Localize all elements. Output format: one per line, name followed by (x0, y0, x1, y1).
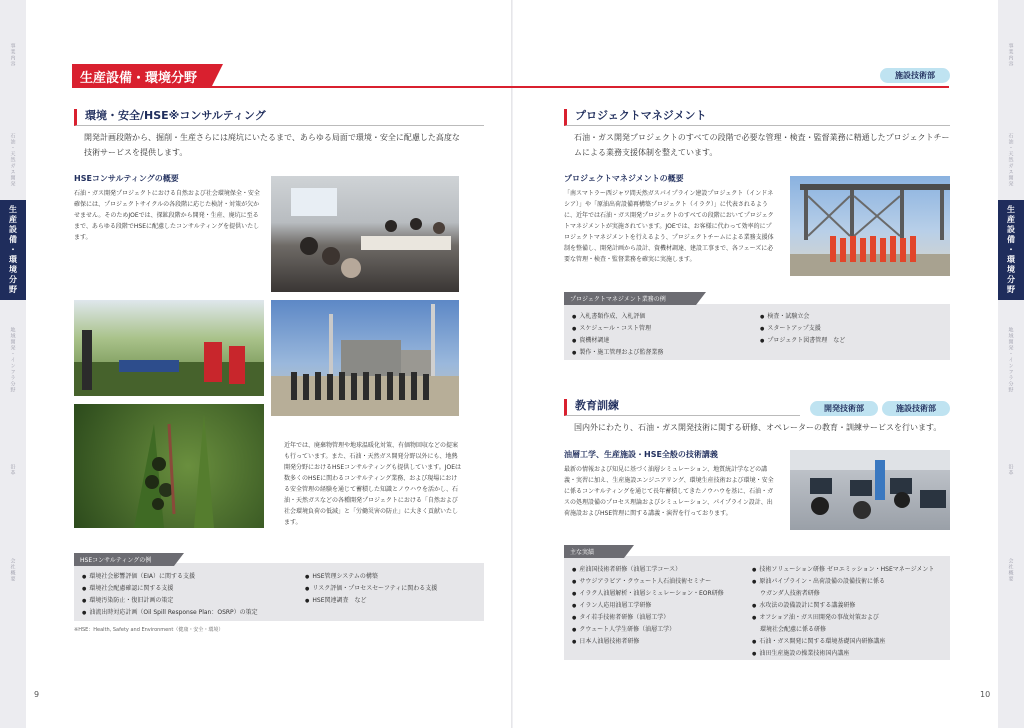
hse-footnote: ※HSE：Health, Safety and Environment（健康・安全・環境） (74, 627, 224, 633)
edu-subtitle: 油層工学、生産施設・HSE全般の技術講義 (564, 450, 718, 459)
pm-list-item: ● スタートアップ支援 (760, 323, 821, 332)
side-tab-label: 生産設備・環境分野 (8, 205, 18, 295)
side-tab[interactable] (998, 440, 1024, 500)
edu-list-item: ● 原油パイプライン・出荷設備の設備技術に係る (752, 576, 885, 585)
pm-lead: 石油・ガス開発プロジェクトのすべての段階で必要な管理・検査・監督業務に精通したプロジェクトチームによる業務支援体制を整えています。 (574, 133, 950, 157)
hse-list-item: ● 環境汚染防止・復旧計画の策定 (82, 595, 173, 604)
side-tab-label: 石油・天然ガス開発 (1007, 133, 1014, 187)
pm-body: 「南スマトラー西ジャワ間天然ガスパイプライン建設プロジェクト（インドネシア）」や「原油出荷設備再構築プロジェクト（イラク）」に代表されるように、近年では石油・ガス開発プロジェクトのすべての段階においてプロジェクトマネジメントが実施されています。JOEでは、お客様に代わって効率的にプロジェクトマネジメントを行えるよう、プロジェクトチームによる業務支援体制を整備し、開発計画から設計、資機材調達、建設工事まで、各フェーズに必要な管理・検査・監督業務を確実に実施します。 (564, 190, 774, 263)
edu-list-item: ● 技術ソリューション研修 ゼロエミッション・HSEマネージメント (752, 564, 934, 573)
side-tab-label: 事業内容 (1007, 43, 1014, 67)
edu-list-title: 主な実績 (564, 545, 624, 558)
hse-lead: 開発計画段階から、掘削・生産さらには廃坑にいたるまで、あらゆる局面で環境・安全に配慮した高度な技術サービスを提供します。 (84, 133, 460, 157)
side-tab-label: 石油・天然ガス開発 (9, 133, 16, 187)
header-rule (72, 86, 949, 88)
edu-pill: 施設技術部 (882, 401, 950, 416)
hse-title: 環境・安全/HSE※コンサルティング (74, 109, 484, 126)
edu-list-item: ● オフショア油・ガス田開発の事故対策および (752, 612, 879, 621)
hse-body-2: 近年では、廃棄物管理や地球温暖化対策、有価物回収などの提案も行っています。また、石油・天然ガス開発分野以外にも、地熱開発分野におけるHSEコンサルティングも提供しています。JOEは数多くのHSEに関わるコンサルティング業務、および現場における安全管理の経験を通じて蓄積した知識とノウハウを活かし、石油・天然ガスなどの各種開発プロジェクトにおける「自然および社会環境負荷の低減」と「労働災害の防止」に大きく貢献いたします。 (284, 442, 462, 526)
page-number-right: 10 (980, 690, 991, 699)
side-tab-label: 地域開発・インフラ分野 (9, 327, 16, 393)
hse-list-title: HSEコンサルティングの例 (74, 553, 174, 566)
edu-title: 教育訓練 (564, 399, 800, 416)
hse-body-1: 石油・ガス開発プロジェクトにおける自然および社会環境保全・安全確保には、プロジェクトサイクルの各段階に応じた検討・対策が欠かせません。そのためJOEでは、探鉱段階から開発・生産、廃坑に至るまで、あらゆる段階でHSEに配慮したコンサルティングを提供いたします。 (74, 190, 260, 241)
meeting-photo (271, 176, 459, 292)
side-tab[interactable] (998, 30, 1024, 80)
section-header-title: 生産設備・環境分野 (72, 64, 211, 88)
edu-list-item: ● タイ若手技術者研修（油層工学） (572, 612, 669, 621)
pm-list-item: ● 製作・施工管理および監督業務 (572, 347, 663, 356)
edu-list-item: ● 石油・ガス開発に関する環境基礎国内研修講座 (752, 636, 885, 645)
pm-list-item: ● 入札書類作成、入札評価 (572, 311, 645, 320)
side-tab-active[interactable] (0, 200, 26, 300)
edu-list-item: ● イラン人応用油層工学研修 (572, 600, 651, 609)
edu-list-item: ● 日本人油層技術者研修 (572, 636, 639, 645)
side-tab[interactable] (0, 540, 26, 600)
hse-list-item: ● 環境社会配慮確認に関する支援 (82, 583, 173, 592)
pm-subtitle: プロジェクトマネジメントの概要 (564, 174, 684, 183)
offshore-team-photo (790, 176, 950, 276)
pm-title: プロジェクトマネジメント (564, 109, 950, 126)
edu-pill: 開発技術部 (810, 401, 878, 416)
hse-list-item: ● 油流出時対応計画（Oil Spill Response Plan：OSRP）の策定 (82, 607, 258, 616)
pm-list-item: ● 資機材調達 (572, 335, 609, 344)
side-tab-label: 事業内容 (9, 43, 16, 67)
edu-list-item: ● サウジアラビア・クウェート人石油技術セミナー (572, 576, 711, 585)
hse-list-item: ● 環境社会影響評価（EIA）に関する支援 (82, 571, 195, 580)
side-tab[interactable] (0, 30, 26, 80)
side-tab-active[interactable] (998, 200, 1024, 300)
side-tab-column-left (0, 0, 26, 728)
plant-group-photo (271, 300, 459, 416)
pm-list-title: プロジェクトマネジメント業務の例 (564, 292, 696, 305)
pm-list-item: ● プロジェクト図書管理 など (760, 335, 845, 344)
plant-closeup-photo (74, 404, 264, 528)
side-tab[interactable] (998, 320, 1024, 400)
edu-list-item: ● 油田生産施設の操業技術国内講座 (752, 648, 849, 657)
edu-lead: 国内外にわたり、石油・ガス開発技術に関する研修、オペレーターの教育・訓練サービスを行います。 (574, 423, 942, 432)
edu-list-item: ● クウェート人学生研修（油層工学） (572, 624, 675, 633)
side-tab[interactable] (998, 120, 1024, 200)
edu-list-item: ウガンダ人技術者研修 (760, 590, 820, 597)
field-survey-photo (74, 300, 264, 396)
side-tab[interactable] (0, 440, 26, 500)
edu-list-item: 環境社会配慮に係る研修 (760, 626, 827, 633)
section-header (72, 64, 211, 88)
edu-list-item: ● 水攻法の設備設計に関する講義研修 (752, 600, 855, 609)
classroom-photo (790, 450, 950, 530)
pm-list-item: ● 検査・試験立会 (760, 311, 809, 320)
side-tab-label: 生産設備・環境分野 (1006, 205, 1016, 295)
side-tab[interactable] (0, 320, 26, 400)
side-tab-label: 沿革 (1007, 464, 1014, 476)
side-tab[interactable] (0, 120, 26, 200)
hse-subtitle: HSEコンサルティングの概要 (74, 174, 179, 183)
edu-body: 最新の情報および知見に基づく油層シミュレーション、地質統計学などの講義・実習に加え、生産施設エンジニアリング、環境生産技術および環境・安全に係るコンサルティングを通じて長年蓄積してきたノウハウを基に、石油・ガスの処理設備のプロセス理論およびシミュレーション、パイプライン設計、出荷施設およびHSE管理に関する講義・演習を行っております。 (564, 466, 774, 517)
page-gutter (511, 0, 513, 728)
hse-list-item: ● リスク評価・プロセスセーフティに関わる支援 (305, 583, 437, 592)
edu-list-item: ● イラク人油層解析・油層シミュレーション・EOR研修 (572, 588, 724, 597)
hse-list-item: ● HSE関連調査 など (305, 595, 367, 604)
side-tab-label: 地域開発・インフラ分野 (1007, 327, 1014, 393)
side-tab[interactable] (998, 540, 1024, 600)
edu-list-item: ● 産油国技術者研修（油層工学コース） (572, 564, 681, 573)
division-pill: 施設技術部 (880, 68, 950, 83)
side-tab-column-right (998, 0, 1024, 728)
hse-list-item: ● HSE管理システムの構築 (305, 571, 378, 580)
side-tab-label: 会社概要 (1007, 558, 1014, 582)
side-tab-label: 沿革 (9, 464, 16, 476)
pm-list-item: ● スケジュール・コスト管理 (572, 323, 651, 332)
side-tab-label: 会社概要 (9, 558, 16, 582)
page-number-left: 9 (34, 690, 40, 699)
